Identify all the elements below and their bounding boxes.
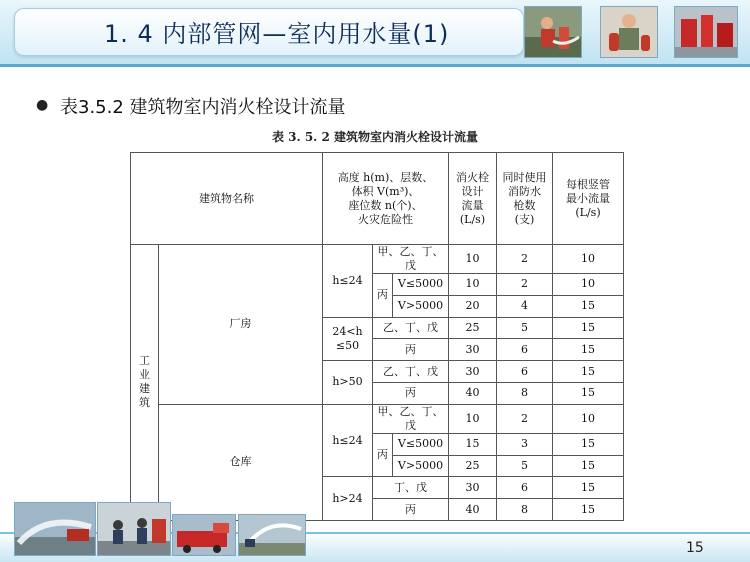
hazard-class: 乙、丁、戊 (373, 317, 449, 339)
riser-value: 10 (553, 245, 624, 274)
flow-value: 15 (449, 433, 497, 455)
flow-value: 10 (449, 274, 497, 296)
height-gt-50: h>50 (323, 361, 373, 405)
header-photo-firefighter-extinguisher (600, 6, 658, 58)
height-le-24: h≤24 (323, 404, 373, 477)
header-building-name: 建筑物名称 (131, 153, 323, 245)
header-photo-firefighter-hose (524, 6, 582, 58)
flow-value: 40 (449, 382, 497, 404)
flow-value: 30 (449, 477, 497, 499)
hazard-class-bing: 丙 (373, 339, 449, 361)
height-le-24: h≤24 (323, 245, 373, 318)
riser-value: 10 (553, 274, 624, 296)
header-parameters (323, 153, 449, 245)
nozzle-value: 8 (497, 382, 553, 404)
header-flow-line: 流量 (461, 198, 484, 212)
footer-photo-firefighters (97, 502, 171, 556)
hazard-class: 甲、乙、丁、戊 (373, 404, 449, 433)
flow-value: 30 (449, 339, 497, 361)
riser-value: 15 (553, 499, 624, 521)
height-line: ≤50 (335, 338, 360, 352)
header-photo-fire-pump (674, 6, 738, 58)
height-line: 24<h (332, 324, 363, 338)
riser-value: 15 (553, 339, 624, 361)
header-param-line: 高度 h(m)、层数、 (337, 170, 434, 184)
group-char: 筑 (139, 396, 150, 410)
header-nozzle-line: 同时使用 (502, 170, 547, 184)
category-warehouse: 仓库 (159, 404, 323, 520)
riser-value: 15 (553, 295, 624, 317)
nozzle-value: 2 (497, 404, 553, 433)
hazard-class-bing: 丙 (373, 274, 393, 318)
nozzle-value: 6 (497, 339, 553, 361)
nozzle-value: 5 (497, 317, 553, 339)
footer-photo-spray-field (238, 514, 306, 556)
hazard-class: 甲、乙、丁、戊 (373, 245, 449, 274)
nozzle-value: 6 (497, 477, 553, 499)
header-riser-line: 最小流量 (566, 191, 610, 205)
header-nozzle-count (497, 153, 553, 245)
volume-gt-5000: V>5000 (393, 455, 449, 477)
nozzle-value: 8 (497, 499, 553, 521)
hazard-class-bing: 丙 (373, 433, 393, 477)
table-row (131, 404, 624, 433)
volume-le-5000: V≤5000 (393, 433, 449, 455)
header-param-line: 座位数 n(个)、 (348, 198, 423, 212)
height-gt-24: h>24 (323, 477, 373, 521)
slide-title: 1. 4 内部管网—室内用水量(1) (104, 20, 450, 48)
group-industrial-building (131, 245, 159, 521)
page-number: 15 (686, 540, 704, 556)
hazard-class-bing: 丙 (373, 382, 449, 404)
table-caption: 表 3. 5. 2 建筑物室内消火栓设计流量 (271, 130, 479, 144)
riser-value: 10 (553, 404, 624, 433)
header-hydrant-flow (449, 153, 497, 245)
header-divider (0, 64, 750, 67)
hydrant-flow-table (130, 152, 624, 521)
nozzle-value: 3 (497, 433, 553, 455)
table-header-row (131, 153, 624, 245)
nozzle-value: 2 (497, 274, 553, 296)
nozzle-value: 4 (497, 295, 553, 317)
riser-value: 15 (553, 455, 624, 477)
header-riser-line: (L/s) (575, 205, 601, 219)
group-char: 建 (139, 382, 150, 396)
flow-value: 10 (449, 404, 497, 433)
nozzle-value: 5 (497, 455, 553, 477)
volume-le-5000: V≤5000 (393, 274, 449, 296)
riser-value: 15 (553, 433, 624, 455)
group-char: 业 (139, 368, 150, 382)
hazard-class-bing: 丙 (373, 499, 449, 521)
header-flow-line: 设计 (461, 184, 484, 198)
header-flow-line: 消火栓 (456, 170, 489, 184)
volume-gt-5000: V>5000 (393, 295, 449, 317)
header-nozzle-line: 枪数 (513, 198, 536, 212)
header-param-line: 火灾危险性 (358, 212, 413, 226)
header-riser-line: 每根竖管 (566, 177, 610, 191)
header-nozzle-line: (支) (514, 212, 535, 226)
header-param-line: 体积 V(m³)、 (351, 184, 420, 198)
flow-value: 20 (449, 295, 497, 317)
header-nozzle-line: 消防水 (508, 184, 541, 198)
bullet-icon: ● (36, 97, 49, 113)
hazard-class: 丁、戊 (373, 477, 449, 499)
riser-value: 15 (553, 382, 624, 404)
category-factory: 厂房 (159, 245, 323, 405)
flow-value: 30 (449, 361, 497, 383)
flow-value: 40 (449, 499, 497, 521)
group-char: 工 (139, 354, 150, 368)
riser-value: 15 (553, 361, 624, 383)
footer-photo-water-spray (14, 502, 96, 556)
header-flow-line: (L/s) (459, 212, 486, 226)
riser-value: 15 (553, 477, 624, 499)
riser-value: 15 (553, 317, 624, 339)
nozzle-value: 6 (497, 361, 553, 383)
footer-photo-fire-truck (172, 514, 236, 556)
flow-value: 25 (449, 317, 497, 339)
table-row (131, 245, 624, 274)
height-24-50 (323, 317, 373, 361)
flow-value: 25 (449, 455, 497, 477)
header-riser-min-flow (553, 153, 624, 245)
nozzle-value: 2 (497, 245, 553, 274)
bullet-text: 表3.5.2 建筑物室内消火栓设计流量 (60, 97, 346, 118)
hazard-class: 乙、丁、戊 (373, 361, 449, 383)
flow-value: 10 (449, 245, 497, 274)
